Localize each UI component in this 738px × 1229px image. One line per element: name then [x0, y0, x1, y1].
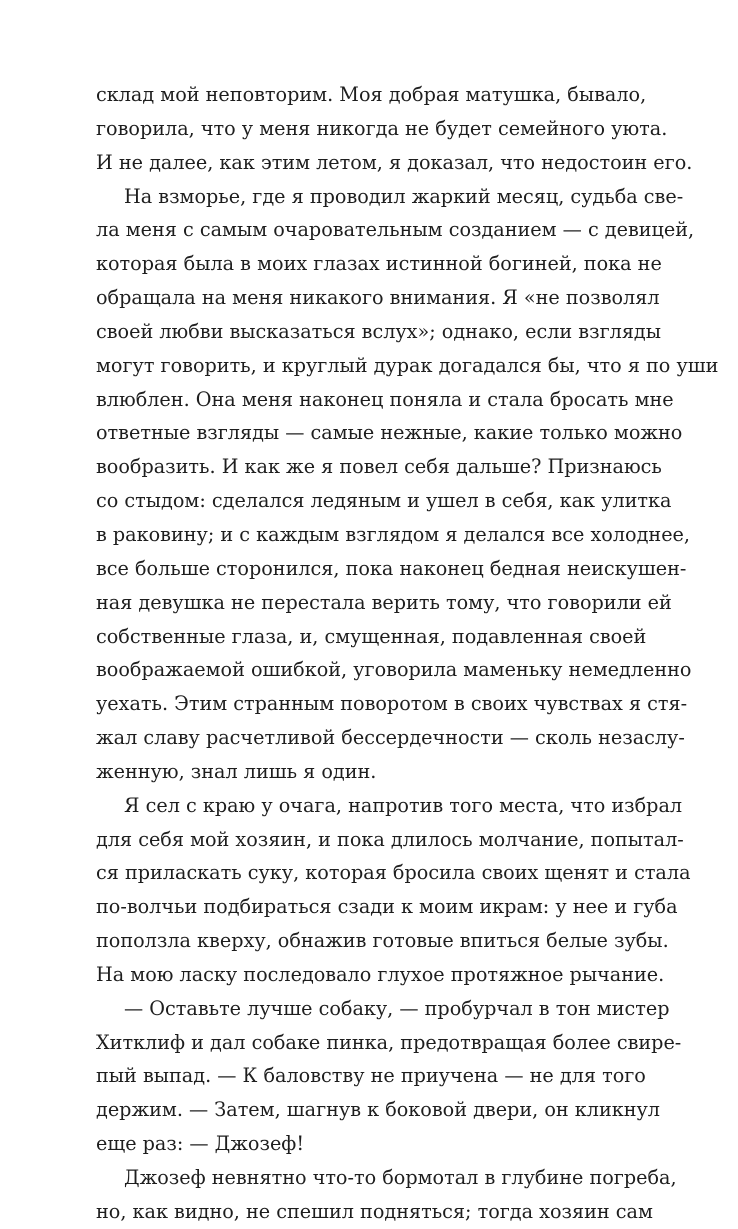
- text-line: ла меня с самым очаровательным созданием — с девицей,: [96, 218, 695, 242]
- text-line: держим. — Затем, шагнув к боковой двери, он кликнул: [96, 1098, 660, 1122]
- text-line: ная девушка не перестала верить тому, что говорили ей: [96, 590, 672, 614]
- text-line: Хитклиф и дал собаке пинка, предотвращая более свире-: [96, 1030, 682, 1054]
- paragraph-2: [96, 180, 719, 789]
- paragraph-5: [96, 1161, 677, 1229]
- text-line: женную, знал лишь я один.: [96, 759, 377, 783]
- text-line: влюблен. Она меня наконец поняла и стала бросать мне: [96, 387, 674, 411]
- page-text: [96, 78, 719, 1229]
- paragraph-3: [96, 789, 691, 992]
- text-line: в раковину; и с каждым взглядом я делался все холоднее,: [96, 522, 690, 546]
- text-line: говорила, что у меня никогда не будет семейного уюта.: [96, 116, 668, 140]
- text-line: собственные глаза, и, смущенная, подавленная своей: [96, 624, 647, 648]
- text-line: могут говорить, и круглый дурак догадался бы, что я по уши: [96, 353, 719, 377]
- text-line: воображаемой ошибкой, уговорила маменьку немедленно: [96, 658, 692, 682]
- text-line: склад мой неповторим. Моя добрая матушка, бывало,: [96, 83, 647, 106]
- text-line: своей любви высказаться вслух»; однако, если взгляды: [96, 319, 662, 343]
- text-line: На мою ласку последовало глухое протяжное рычание.: [96, 962, 665, 986]
- text-line: Джозеф невнятно что-то бормотал в глубине погреба,: [124, 1166, 677, 1189]
- text-line: со стыдом: сделался ледяным и ушел в себя, как улитка: [96, 489, 672, 513]
- text-line: Я сел с краю у очага, напротив того места, что избрал: [124, 793, 683, 817]
- text-line: все больше сторонился, пока наконец бедная неискушен-: [96, 556, 687, 580]
- text-line: уехать. Этим странным поворотом в своих чувствах я стя-: [96, 692, 688, 716]
- text-line: еще раз: — Джозеф!: [96, 1132, 305, 1156]
- paragraph-4: [96, 992, 682, 1161]
- text-line: ся приласкать суку, которая бросила своих щенят и стала: [96, 861, 691, 885]
- text-line: для себя мой хозяин, и пока длилось молчание, попытал-: [96, 827, 684, 851]
- text-line: но, как видно, не спешил подняться; тогда хозяин сам: [96, 1199, 653, 1223]
- text-line: обращала на меня никакого внимания. Я «не позволял: [96, 286, 660, 310]
- text-line: — Оставьте лучше собаку, — пробурчал в тон мистер: [124, 996, 670, 1020]
- text-line: ответные взгляды — самые нежные, какие только можно: [96, 421, 683, 445]
- text-line: поползла кверху, обнажив готовые впиться белые зубы.: [96, 929, 669, 953]
- text-line: жал славу расчетливой бессердечности — сколь незаслу-: [96, 726, 685, 750]
- text-line: которая была в моих глазах истинной богиней, пока не: [96, 252, 662, 276]
- text-line: пый выпад. — К баловству не приучена — не для того: [96, 1064, 646, 1088]
- text-line: вообразить. И как же я повел себя дальше? Признаюсь: [96, 455, 662, 479]
- text-line: И не далее, как этим летом, я доказал, что недостоин его.: [96, 150, 693, 174]
- text-line: На взморье, где я проводил жаркий месяц, судьба све-: [124, 184, 684, 208]
- text-line: по-волчьи подбираться сзади к моим икрам: у нее и губа: [96, 895, 678, 919]
- paragraph-1: [96, 78, 693, 180]
